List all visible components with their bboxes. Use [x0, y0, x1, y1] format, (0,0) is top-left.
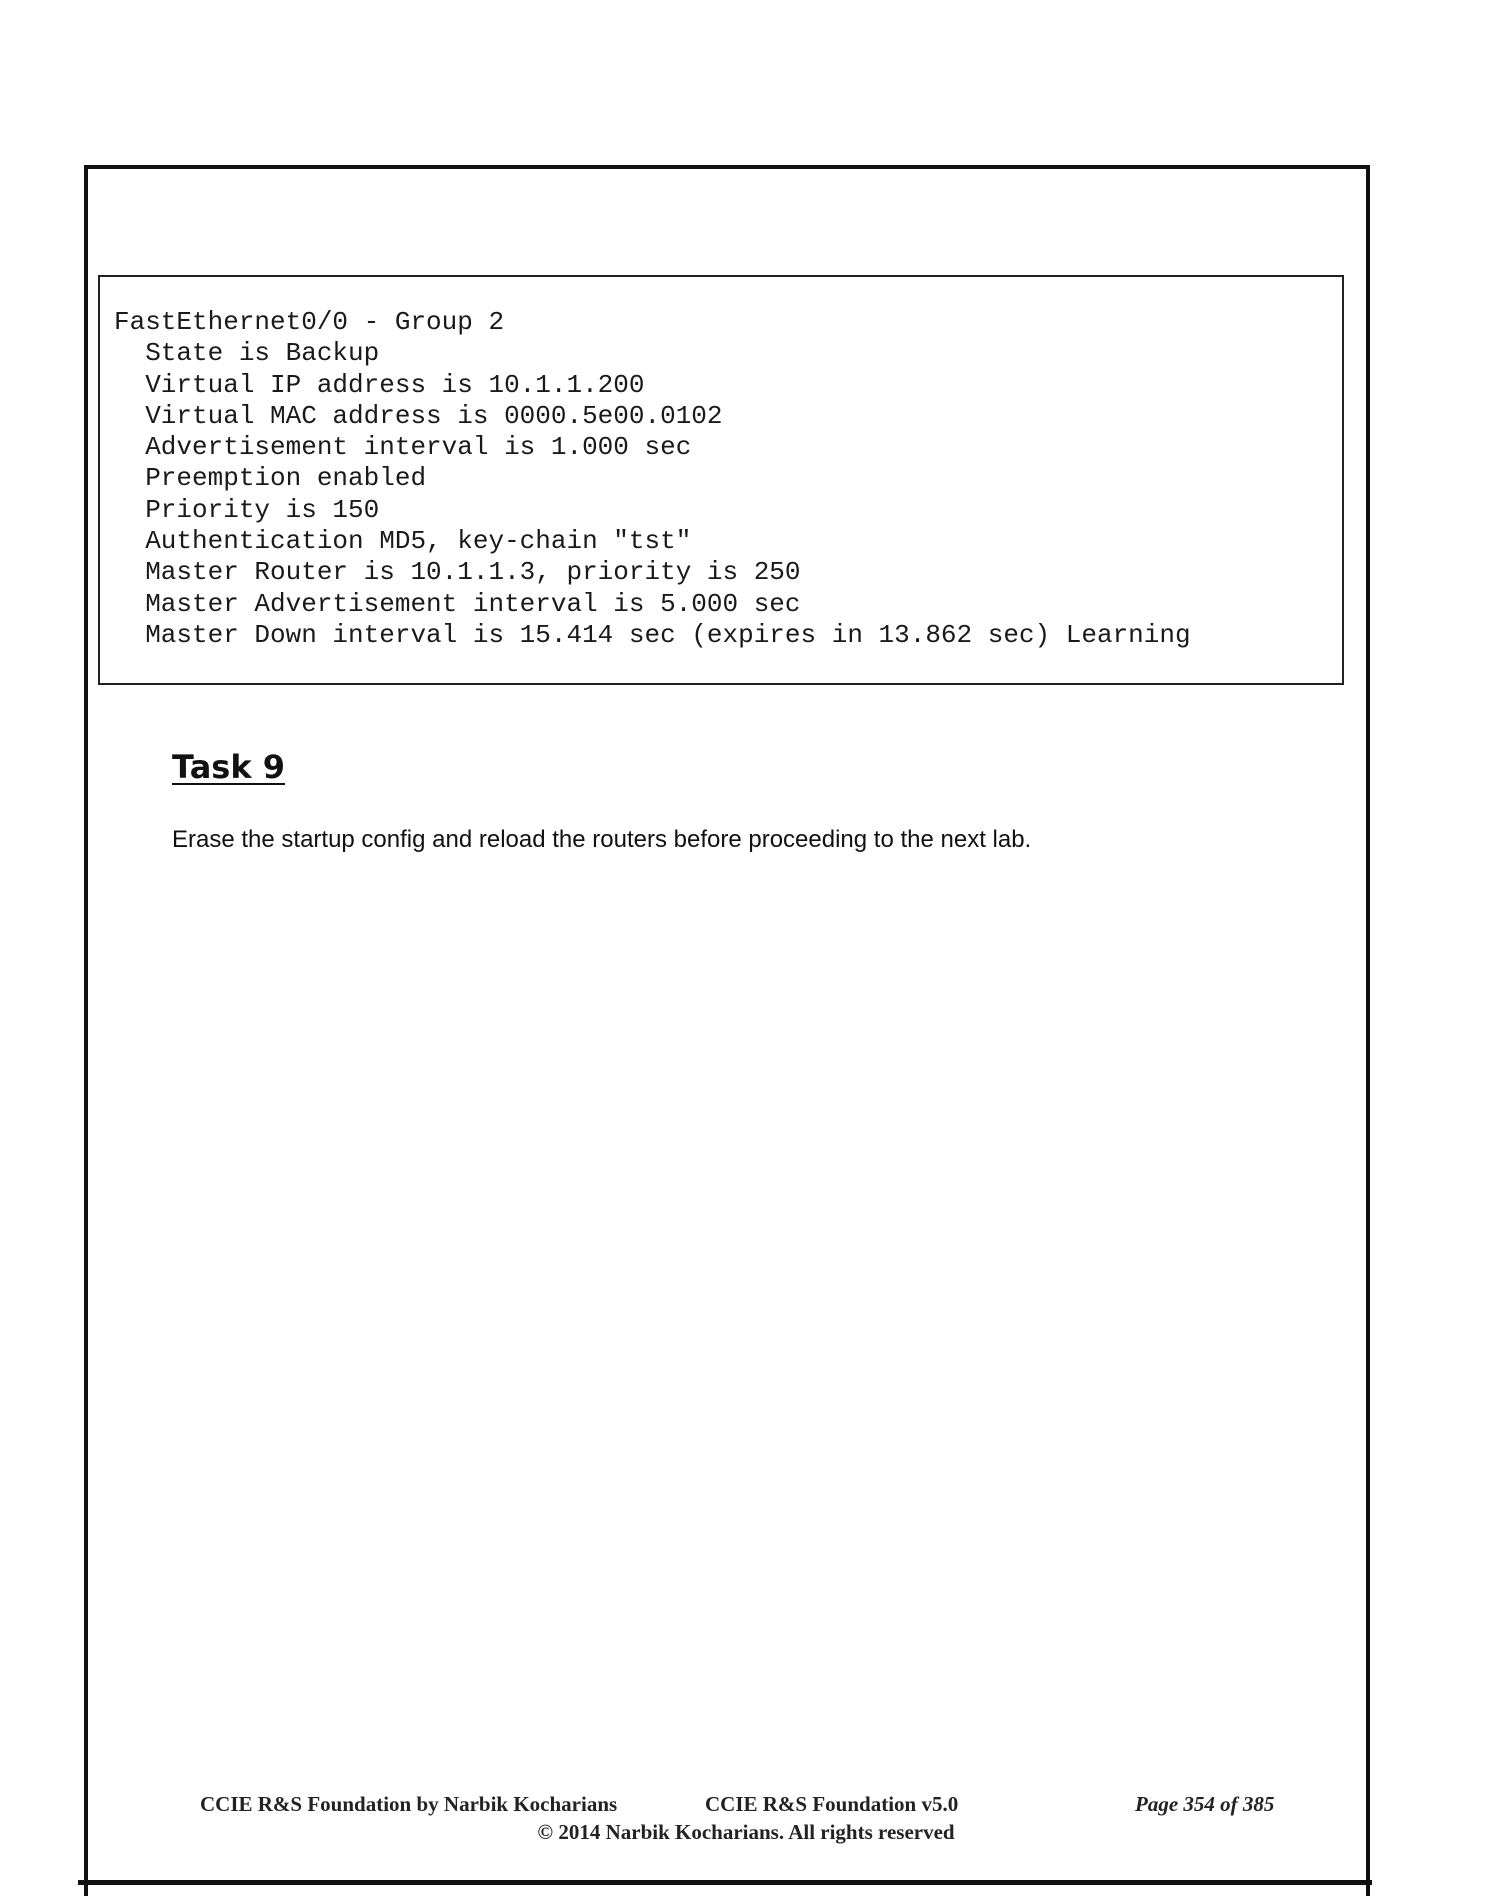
cli-output-line: Virtual IP address is 10.1.1.200 [114, 369, 645, 400]
cli-output-line: Master Router is 10.1.1.3, priority is 250 [114, 557, 801, 588]
cli-output-line: Advertisement interval is 1.000 sec [114, 432, 692, 463]
cli-output-line: Master Advertisement interval is 5.000 sec [114, 588, 801, 619]
footer-book-title: CCIE R&S Foundation by Narbik Kocharians [200, 1792, 618, 1816]
cli-output-line: State is Backup [114, 338, 380, 369]
cli-output-line: Authentication MD5, key-chain "tst" [114, 526, 692, 557]
task-heading: Task 9 [172, 748, 286, 786]
footer-page-number: Page 354 of 385 [1135, 1792, 1275, 1816]
footer-version: CCIE R&S Foundation v5.0 [705, 1792, 959, 1816]
cli-output-line: Preemption enabled [114, 463, 427, 494]
cli-output-text [114, 307, 1191, 651]
footer-copyright: © 2014 Narbik Kocharians. All rights reserved [537, 1820, 955, 1844]
cli-output-line: Master Down interval is 15.414 sec (expires in 13.862 sec) Learning [114, 619, 1191, 650]
cli-output-line: Virtual MAC address is 0000.5e00.0102 [114, 400, 723, 431]
cli-output-box [98, 275, 1344, 685]
cli-output-line: FastEthernet0/0 - Group 2 [114, 307, 505, 337]
bottom-rule [78, 1880, 1372, 1885]
task-instruction: Erase the startup config and reload the routers before proceeding to the next lab. [172, 826, 1032, 853]
cli-output-line: Priority is 150 [114, 494, 380, 525]
